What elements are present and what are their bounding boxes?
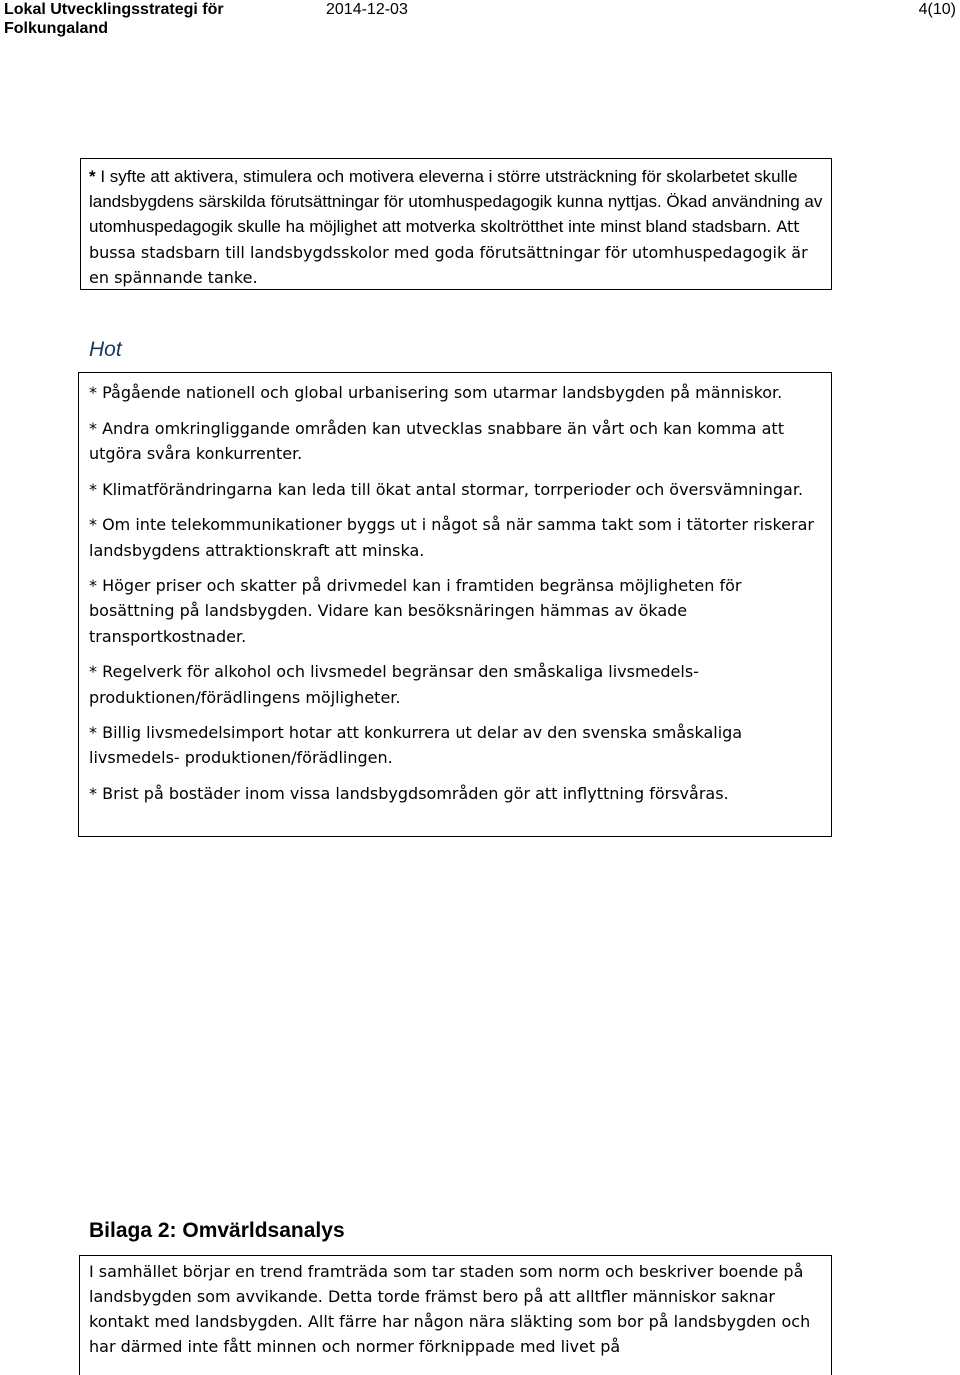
threat-item: * Pågående nationell och global urbanisering som utarmar landsbygden på människor. [89,383,783,402]
intro-star: * [89,167,96,186]
document-title-line1: Lokal Utvecklingsstrategi för [4,1,224,18]
threat-item: * Om inte telekommunikationer byggs ut i något så när samma takt som i tätorter riskerar landsbygdens attraktionskraft att minska. [89,515,814,560]
threat-item: * Andra omkringliggande områden kan utvecklas snabbare än vårt och kan komma att utgöra svåra konkurrenter. [89,418,784,463]
threats-heading: Hot [89,338,122,361]
threat-item: * Höger priser och skatter på drivmedel kan i framtiden begränsa möjligheten för bosättning på landsbygden. Vidare kan besöksnäringen hämmas av ökade transportkostnader. [89,576,742,646]
document-date: 2014-12-03 [326,1,408,18]
intro-paragraph [89,164,823,290]
annex-paragraph: I samhället börjar en trend framträda som tar staden som norm och beskriver boende på landsbygden som avvikande. Detta torde främst bero på att alltfler människor saknar kontakt med landsbygden. Allt färre har någon nära släkting som bor på landsbygden och har därmed inte fått minnen och normer förknippade med livet på [89,1262,811,1356]
threat-item: * Billig livsmedelsimport hotar att konkurrera ut delar av den svenska småskaliga livsmedels- produktionen/förädlingen. [89,723,743,768]
document-title-line2: Folkungaland [4,20,108,37]
intro-box [80,158,832,290]
threats-box [78,372,832,837]
threat-item: * Klimatförändringarna kan leda till ökat antal stormar, torrperioder och översvämningar. [89,479,804,499]
intro-text-part1: I syfte att aktivera, stimulera och motivera eleverna i större utsträckning för skolarbetet skulle landsbygdens särskilda förutsättningar för utomhuspedagogik kunna nyttjas. Ökad användning av utomhuspedagogik skulle ha möjlighet att motverka skoltrötthet inte minst bland stadsbarn. [89,167,823,237]
threat-item: * Brist på bostäder inom vissa landsbygdsområden gör att inflyttning försvåras. [89,784,729,804]
intro-text-part2: Att bussa stadsbarn till landsbygdsskolor med goda förutsättningar för utomhuspedagogik är en spännande tanke. [89,217,808,287]
threat-item: * Regelverk för alkohol och livsmedel begränsar den småskaliga livsmedels-produktionen/förädlingens möjligheter. [89,662,699,707]
page-number: 4(10) [918,1,956,18]
annex-heading: Bilaga 2: Omvärldsanalys [89,1219,345,1242]
document-title [4,0,264,38]
annex-box [79,1255,832,1375]
